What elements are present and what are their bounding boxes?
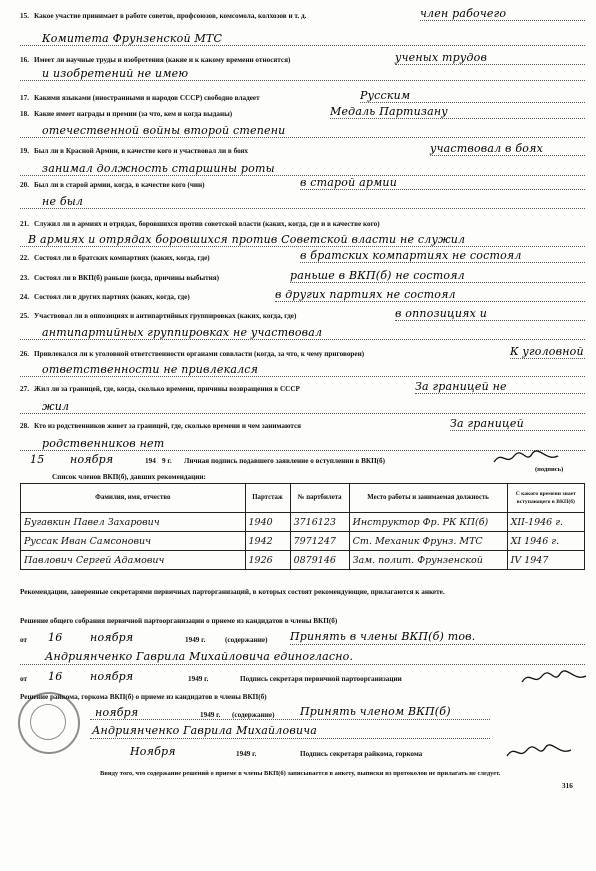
table-cell: 3716123 — [290, 513, 349, 532]
table-row — [21, 513, 585, 532]
answer-line — [360, 102, 585, 103]
handwritten-answer: участвовал в боях — [430, 142, 543, 155]
question-text: Имеет ли научные труды и изобретения (какие и к какому времени относятся) — [34, 56, 291, 64]
answer-line — [20, 137, 585, 138]
table-row — [21, 532, 585, 551]
question-number: 20. — [20, 181, 29, 189]
question-text: Служил ли в армиях и отрядах, боровшихся против советской власти (каких, когда, где и в качестве кого) — [34, 220, 380, 228]
primary-day: 16 — [48, 631, 63, 644]
question-number: 16. — [20, 56, 29, 64]
handwritten-answer-continued: и изобретений не имею — [42, 67, 189, 80]
answer-line — [90, 719, 490, 720]
answer-line — [510, 358, 585, 359]
column-header: С какого времени знает вступающего в ВКП(б) — [507, 484, 584, 513]
question-number: 25. — [20, 312, 29, 320]
question-text: Какими языками (иностранными и народов СССР) свободно владеет — [34, 94, 260, 102]
primary-decision-text-2: Андриянченко Гаврила Михайловича единогласно. — [45, 650, 354, 663]
answer-line — [450, 430, 585, 431]
handwritten-answer-continued: В армиях и отрядах боровшихся против Советской власти не служил — [28, 233, 466, 246]
answer-line — [20, 664, 585, 665]
table-cell: Инструктор Фр. РК КП(б) — [349, 513, 507, 532]
primary-month: ноября — [90, 631, 134, 644]
table-cell: 1926 — [245, 551, 290, 570]
signature-caption: (подпись) — [535, 466, 564, 473]
table-cell: XII-1946 г. — [507, 513, 584, 532]
question-number: 18. — [20, 110, 29, 118]
handwritten-answer: в оппозициях и — [395, 307, 488, 320]
application-year-prefix: 194 — [145, 457, 156, 465]
question-text: Привлекался ли к уголовной ответственности органами соввласти (когда, за что, к чему приговорен) — [34, 350, 365, 358]
primary-year: 1949 г. — [185, 636, 206, 644]
table-cell: IV 1947 — [507, 551, 584, 570]
answer-line — [395, 64, 585, 65]
handwritten-answer-continued: не был — [42, 195, 84, 208]
answer-line — [420, 20, 585, 21]
question-text: Жил ли за границей, где, когда, сколько времени, причины возвращения в СССР — [34, 385, 300, 393]
column-header: № партбилета — [290, 484, 349, 513]
question-text: Какое участие принимает в работе советов, профсоюзов, комсомола, колхозов и т. д. — [34, 12, 307, 20]
question-number: 23. — [20, 274, 29, 282]
handwritten-answer: К уголовной — [510, 345, 584, 358]
primary-decision-title: Решение общего собрания первичной партоорганизации о приеме из кандидатов в члены ВКП(б) — [20, 617, 338, 625]
question-number: 21. — [20, 220, 29, 228]
handwritten-answer-continued: родственников нет — [42, 437, 165, 450]
handwritten-answer: За границей — [450, 417, 524, 430]
table-cell: 1942 — [245, 532, 290, 551]
column-header: Партстаж — [245, 484, 290, 513]
answer-line — [300, 262, 585, 263]
raikom-soderzhanie-label: (содержание) — [232, 711, 275, 719]
table-cell: XI 1946 г. — [507, 532, 584, 551]
handwritten-answer: в братских компартиях не состоял — [300, 249, 522, 262]
raikom-date2-year: 1949 г. — [236, 750, 257, 758]
question-text: Состоял ли в братских компартиях (каких, когда, где) — [34, 254, 210, 262]
soderzhanie-label: (содержание) — [225, 636, 268, 644]
application-month: ноября — [70, 453, 114, 466]
answer-line — [275, 301, 585, 302]
application-signature-label: Личная подпись подавшего заявление о вступлении в ВКП(б) — [184, 457, 386, 465]
primary-decision-text-1: Принять в члены ВКП(б) тов. — [290, 630, 476, 643]
recommenders-title: Список членов ВКП(б), давших рекомендации: — [52, 473, 206, 481]
question-number: 19. — [20, 147, 29, 155]
table-cell: Зам. полит. Фрунзенской — [349, 551, 507, 570]
handwritten-answer: в других партиях не состоял — [275, 288, 456, 301]
question-text: Участвовал ли в оппозициях и антипартийных группировках (каких, когда, где) — [34, 312, 297, 320]
handwritten-answer: раньше в ВКП(б) не состоял — [290, 269, 465, 282]
question-text: Состоял ли в других партиях (каких, когда, где) — [34, 293, 190, 301]
table-cell: Ст. Механик Фрунз. МТС — [349, 532, 507, 551]
handwritten-answer: Русским — [360, 89, 411, 102]
table-cell: 1940 — [245, 513, 290, 532]
answer-line — [20, 208, 585, 209]
answer-line — [20, 80, 585, 81]
question-text: Состоял ли в ВКП(б) раньше (когда, причины выбытия) — [34, 274, 220, 282]
table-cell: 7971247 — [290, 532, 349, 551]
application-day: 15 — [30, 453, 45, 466]
question-number: 26. — [20, 350, 29, 358]
question-number: 24. — [20, 293, 29, 301]
raikom-decision-title: Решение райкома, горкома ВКП(б) о приеме из кандидатов в члены ВКП(б) — [20, 693, 267, 701]
answer-line — [90, 738, 490, 739]
primary-date2-year: 1949 г. — [188, 675, 209, 683]
handwritten-answer-continued: занимал должность старшины роты — [42, 162, 275, 175]
handwritten-answer: За границей не — [415, 380, 507, 393]
table-cell: 0879146 — [290, 551, 349, 570]
handwritten-answer: Медаль Партизану — [330, 105, 448, 118]
answer-line — [395, 320, 585, 321]
column-header: Место работы и занимаемая должность — [349, 484, 507, 513]
raikom-secretary-signature — [505, 742, 575, 765]
question-number: 17. — [20, 94, 29, 102]
primary-date2-month: ноября — [90, 670, 134, 683]
answer-line — [20, 246, 585, 247]
application-year-suffix: 9 г. — [162, 457, 172, 465]
answer-line — [290, 282, 585, 283]
table-header-row — [21, 484, 585, 513]
raikom-month: ноября — [95, 706, 139, 719]
question-number: 15. — [20, 12, 29, 20]
handwritten-answer-continued: антипартийных группировках не участвовал — [42, 326, 323, 339]
answer-line — [20, 413, 585, 414]
question-number: 22. — [20, 254, 29, 262]
primary-date2-day: 16 — [48, 670, 63, 683]
question-text: Был ли в старой армии, когда, в качестве кого (чин) — [34, 181, 205, 189]
answer-line — [20, 45, 585, 46]
question-number: 27. — [20, 385, 29, 393]
answer-line — [290, 644, 585, 645]
table-cell: Павлович Сергей Адамович — [21, 551, 246, 570]
raikom-year: 1949 г. — [200, 711, 221, 719]
primary-ot-label: от — [20, 636, 28, 644]
column-header: Фамилия, имя, отчество — [21, 484, 246, 513]
raikom-decision-text-1: Принять членом ВКП(б) — [300, 705, 451, 718]
question-number: 28. — [20, 422, 29, 430]
footnote: Ввиду того, что содержание решений о приеме в члены ВКП(б) записывается в анкету, выписки из протоколов не прилагать не следует. — [100, 770, 501, 777]
handwritten-answer: ученых трудов — [395, 51, 488, 64]
answer-line — [20, 376, 585, 377]
answer-line — [330, 118, 585, 119]
primary-secretary-signature — [520, 668, 590, 691]
handwritten-answer: в старой армии — [300, 176, 397, 189]
question-text: Какие имеет награды и премии (за что, кем и когда выданы) — [34, 110, 233, 118]
handwritten-answer-continued: жил — [42, 400, 70, 413]
recommenders-table — [20, 483, 585, 570]
handwritten-answer-continued: отечественной войны второй степени — [42, 124, 286, 137]
table-cell: Руссак Иван Самсонович — [21, 532, 246, 551]
answer-line — [430, 155, 585, 156]
question-text: Кто из родственников живет за границей, где, сколько времени и чем занимаются — [34, 422, 302, 430]
table-cell: Бугавкин Павел Захарович — [21, 513, 246, 532]
primary-ot-label-2: от — [20, 675, 28, 683]
page-number: 316 — [562, 782, 573, 790]
round-seal-stamp — [18, 692, 80, 754]
question-text: Был ли в Красной Армии, в качестве кого и участвовал ли в боях — [34, 147, 249, 155]
raikom-secretary-label: Подпись секретаря райкома, горкома — [300, 750, 423, 758]
answer-line — [300, 189, 585, 190]
primary-secretary-label: Подпись секретаря первичной партоорганизации — [240, 675, 402, 683]
answer-line — [415, 393, 585, 394]
answer-line — [20, 339, 585, 340]
recommendations-note: Рекомендации, заверенные секретарями первичных парторганизаций, в которых состоят рекомендующие, прилагаются к анкете. — [20, 588, 445, 596]
raikom-date2-month: Ноября — [130, 745, 176, 758]
handwritten-answer: член рабочего — [420, 7, 507, 20]
handwritten-answer-continued: ответственности не привлекался — [42, 363, 259, 376]
table-row — [21, 551, 585, 570]
raikom-decision-text-2: Андриянченко Гаврила Михайловича — [92, 724, 318, 737]
handwritten-answer-continued: Комитета Фрунзенской МТС — [42, 32, 223, 45]
